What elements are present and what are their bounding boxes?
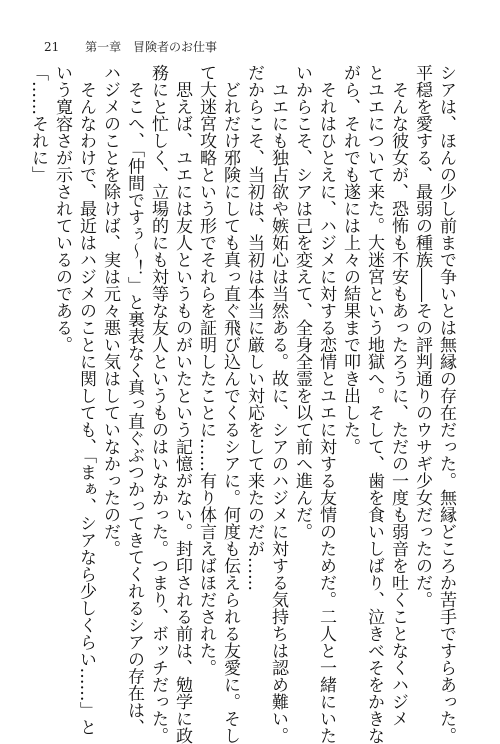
text-line: いう寛容さが示されているのである。: [52, 64, 72, 353]
page-number: 21: [44, 40, 60, 54]
text-line: がら、それでも遂には上々の結果まで叩き出した。: [340, 64, 360, 455]
text-line: どれだけ邪険にしても真っ直ぐ飛び込んでくるシアに。何度も伝えられる友愛に。そし: [220, 64, 240, 744]
text-line: 思えば、ユエには友人というものがいたという記憶がない。封印される前は、勉学に政: [172, 64, 192, 744]
text-line: シアは、ほんの少し前まで争いとは無縁の存在だった。無縁どころか苦手ですらあった。: [436, 64, 456, 744]
text-line: そんなわけで、最近はハジメのことに関しても、「まぁ、シアなら少しくらい……」と: [76, 64, 96, 736]
text-line: それはひとえに、ハジメに対する恋情とユエに対する友情のためだ。二人と一緒にいた: [316, 64, 336, 744]
text-line: て大迷宮攻略という形でそれらを証明したことに……有り体言えばほだされた。: [196, 64, 216, 676]
text-line: ユエにも独占欲や嫉妬心は当然ある。故に、シアのハジメに対する気持ちは認め難い。: [268, 64, 288, 744]
text-line: 務にと忙しく、立場的にも対等な友人というものはいなかった。つまり、ボッチだった。: [148, 64, 168, 744]
text-line: そんな彼女が、恐怖も不安もあったろうに、ただの一度も弱音を吐くことなくハジメ: [388, 64, 408, 727]
text-line: そこへ、「仲間ですぅ～！」と裏表なく真っ直ぐぶつかってきてくれるシアの存在は、: [124, 64, 144, 736]
vertical-body-text: [28, 64, 458, 744]
text-line: ハジメのことを除けば、実は元々悪い気はしていなかったのだ。: [100, 64, 120, 557]
text-line: 平穏を愛する、最弱の種族――その評判通りのウサギ少女だったのだ。: [412, 64, 432, 608]
running-header: [44, 38, 217, 55]
text-line: いからこそ、シアは己を変えて、全身全霊を以て前へ進んだ。: [292, 64, 312, 540]
section-title: 冒険者のお仕事: [132, 40, 217, 54]
text-line: 「……それに」: [28, 64, 48, 183]
text-line: だからこそ、当初は、当初は本当に厳しい対応をして来たのだが……: [244, 64, 264, 591]
chapter-label: 第一章: [85, 40, 122, 54]
text-line: とユエについて来た。大迷宮という地獄へ。そして、歯を食いしばり、泣きべそをかきな: [364, 64, 384, 744]
